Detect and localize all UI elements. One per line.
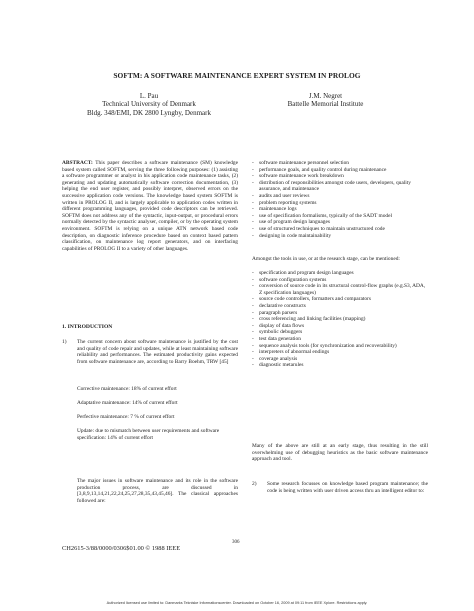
paragraph-text: The current concern about software maintenance is justified by the cost and quality of code repair and updates, while at least maintaining software reliability and performances. The estimated productivity gains expected from software maintenance are, according to Barry Boehm, TRW [45]: [77, 339, 238, 365]
list-item: - distribution of responsibilities amongst code users, developers, quality assurance, and maintenance: [252, 179, 411, 193]
list-item: - symbolic debuggers: [252, 329, 303, 336]
author-name: L. Pau: [139, 92, 159, 100]
list-item: - conversion of source code in its structural control-flow graphs (e.g.S3, ADA, Z specification languages): [252, 283, 426, 296]
author-address: Bldg. 348/EMI, DK 2800 Lyngby, Denmark: [87, 108, 211, 117]
list-item: - software configuration systems: [252, 276, 327, 283]
numbered-paragraph-1: [62, 339, 238, 365]
abstract-text: This paper describes a software maintenance (SM) knowledge based system called SOFTM, serving the three following purposes: (1) assisting a software programmer or analyst in his application code maintenance tasks, (2) generating and updating automatically software correction documentation, (3) helping the end user register, and possibly interpret, observed errors on the successive application code versions. The knowledge based system SOFTM is written in PROLOG II, and is largely applicable to application codes written in different programming languages, provided code descriptors can be retrieved. SOFTM does not address any of the syntactic, input-output, or procedural errors normally detected by the syntactic analyser, compiler, or by the operating system environment. SOFTM is relying on a unique ATN network based code description, on diagnostic inference procedure based on context based pattern classification, on maintenance log report generators, and on interfacing capabilities of PROLOG II to a variety of other languages.: [62, 160, 238, 252]
paragraph-text: Some research focusses on knowledge based program maintenance; the code is being written with user driven access thru an intelligent editor to:: [267, 481, 428, 494]
effort-line-update: Update: due to mismatch between user requirements and software specification: 14% of current effort: [77, 428, 220, 441]
author-affiliation: Technical University of Denmark: [102, 100, 196, 109]
list-item: - interpreters of abnormal endings: [252, 349, 330, 356]
list-item: - specification and program design languages: [252, 270, 354, 276]
maintenance-practices-list: [252, 160, 428, 239]
list-item: - cross referencing and linking facilities (mapping): [252, 316, 366, 323]
tools-list: [252, 270, 428, 369]
paragraph-number: 1): [62, 339, 67, 345]
list-item: - use of structured techniques to maintain unstructured code: [252, 225, 385, 232]
list-item: - maintenance logs: [252, 206, 297, 213]
paragraph-number: 2): [252, 481, 257, 487]
abstract-label: ABSTRACT:: [62, 160, 93, 166]
author-name: J.M. Negret: [308, 92, 343, 100]
numbered-paragraph-2: [252, 481, 428, 494]
abstract: [62, 160, 238, 252]
list-item: - performance goals, and quality control during maintenance: [252, 166, 387, 173]
effort-line-corrective: Corrective maintenance: 18% of current effort: [77, 386, 177, 392]
closing-paragraph: Many of the above are still at an early stage, thus resulting in the still overwhelming use of debugging heuristics as the basic software maintenance approach and tool.: [252, 443, 428, 463]
major-issues-paragraph: The major issues in software maintenance and its role in the software production process, are discussed in [3,8,9,13,14,21,22,24,25,27,28,35,43,45,46]. The classical approaches followed are:: [77, 478, 238, 504]
list-item: - problem reporting systems: [252, 199, 317, 206]
author-block-left: [84, 92, 214, 117]
list-item: - software maintenance personnel selection: [252, 160, 349, 166]
list-item: - diagnostic metarules: [252, 362, 304, 369]
effort-line-adaptative: Adaptative maintenance: 14% of current effort: [77, 400, 178, 406]
list-item: - sequence analysis tools (for synchronization and recoverability): [252, 342, 397, 349]
license-notice: Authorized licensed use limited to: Danmarks Tekniske Informationscenter. Downloaded on October 16, 2009 at 09:11 from IEEE Xplore. Restrictions apply.: [106, 601, 368, 605]
author-affiliation: Battelle Memorial Institute: [287, 100, 364, 109]
list-item: - declarative constructs: [252, 302, 306, 309]
list-item: - source code controllers, formatters and comparators: [252, 296, 371, 303]
list-item: - display of data flows: [252, 322, 305, 329]
tools-intro: Amongst the tools in use, or at the research stage, can be mentioned:: [252, 256, 400, 262]
list-item: - test data generation: [252, 335, 301, 342]
list-item: - software maintenance work breakdown: [252, 173, 344, 180]
page-number: 306: [232, 540, 240, 545]
footer-copyright-code: CH2615-3/88/0000/0306$01.00 © 1988 IEEE: [62, 545, 181, 552]
list-item: - designing in code maintainability: [252, 232, 332, 239]
author-block-right: [268, 92, 383, 109]
list-item: - use of specification formalisms, typically of the SADT model: [252, 212, 392, 219]
list-item: - coverage analysis: [252, 355, 298, 362]
list-item: - audits and user reviews: [252, 192, 310, 199]
list-item: - use of program design languages: [252, 219, 330, 226]
section-heading: 1. INTRODUCTION: [62, 324, 113, 330]
list-item: - paragraph parsers: [252, 309, 298, 316]
paper-title: SOFTM: A SOFTWARE MAINTENANCE EXPERT SYSTEM IN PROLOG: [113, 71, 361, 80]
effort-line-perfective: Perfective maintenance: 7 % of current effort: [77, 414, 175, 420]
